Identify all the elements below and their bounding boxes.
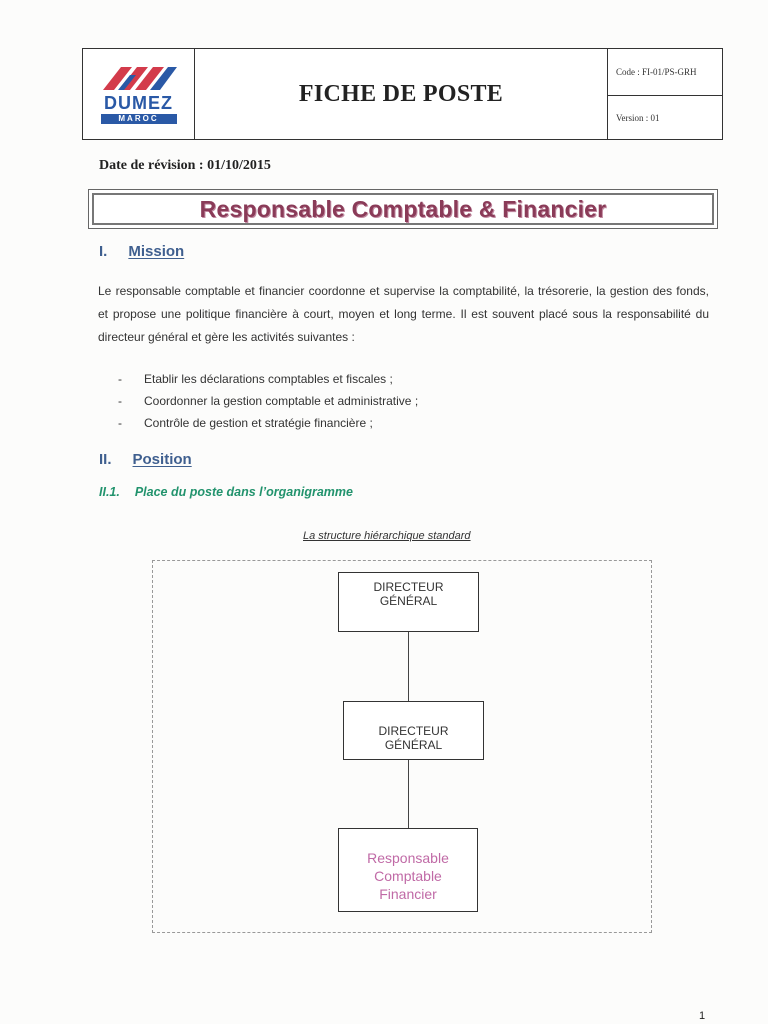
mission-heading: [99, 243, 184, 260]
mission-bullet-item: [118, 412, 418, 434]
mission-paragraph: Le responsable comptable et financier coordonne et supervise la comptabilité, la trésorerie, la gestion des fonds, et propose une politique financière à court, moyen et long terme. Il est souvent placé sous la responsabilité du directeur général et gère les activités suivantes :: [98, 284, 709, 344]
org-chart-connector: [408, 632, 409, 701]
bullet-dash-icon: -: [118, 416, 122, 430]
dumez-logo-mark-icon: [101, 65, 177, 91]
mission-section-number: I.: [99, 243, 108, 260]
position-heading: [99, 451, 192, 468]
mission-bullet-item: [118, 390, 418, 412]
mission-bullet-list: [118, 368, 418, 434]
mission-bullet-text: Coordonner la gestion comptable et administrative ;: [144, 394, 419, 408]
mission-bullet-item: [118, 368, 418, 390]
job-title-box: [88, 189, 718, 229]
org-box-label: DIRECTEUR GÉNÉRAL: [378, 724, 449, 752]
org-chart-connector: [408, 760, 409, 828]
logo-subtitle: MAROC: [101, 114, 177, 124]
document-header-table: [82, 48, 723, 140]
logo-cell: [83, 49, 195, 139]
bullet-dash-icon: -: [118, 372, 122, 386]
org-box-label: DIRECTEUR GÉNÉRAL: [373, 580, 444, 608]
org-box-director-general-middle: [343, 701, 484, 760]
org-chart-caption: La structure hiérarchique standard: [303, 530, 471, 542]
mission-bullet-text: Contrôle de gestion et stratégie financière ;: [144, 416, 373, 430]
mission-section-title: Mission: [128, 243, 185, 260]
position-section-title: Position: [132, 451, 192, 468]
document-version: Version : 01: [616, 112, 660, 123]
page-number: 1: [699, 1010, 706, 1022]
org-box-label: Responsable Comptable Financier: [367, 850, 449, 902]
mission-bullet-text: Etablir les déclarations comptables et fiscales ;: [144, 372, 393, 386]
organigram-subsection-number: II.1.: [99, 485, 120, 499]
organigram-subsection-title: Place du poste dans l’organigramme: [134, 485, 353, 499]
document-title: FICHE DE POSTE: [195, 49, 608, 139]
org-box-financial-accountant: [338, 828, 478, 912]
organigram-subheading: [99, 485, 353, 499]
dumez-logo: [97, 63, 181, 125]
revision-date: Date de révision : 01/10/2015: [99, 158, 271, 173]
org-box-director-general-top: [338, 572, 479, 632]
job-title: Responsable Comptable & Financier: [92, 193, 714, 225]
document-code: Code : FI-01/PS-GRH: [608, 49, 722, 96]
position-section-number: II.: [99, 451, 112, 468]
bullet-dash-icon: -: [118, 394, 122, 408]
logo-brand: DUMEZ: [104, 93, 173, 113]
